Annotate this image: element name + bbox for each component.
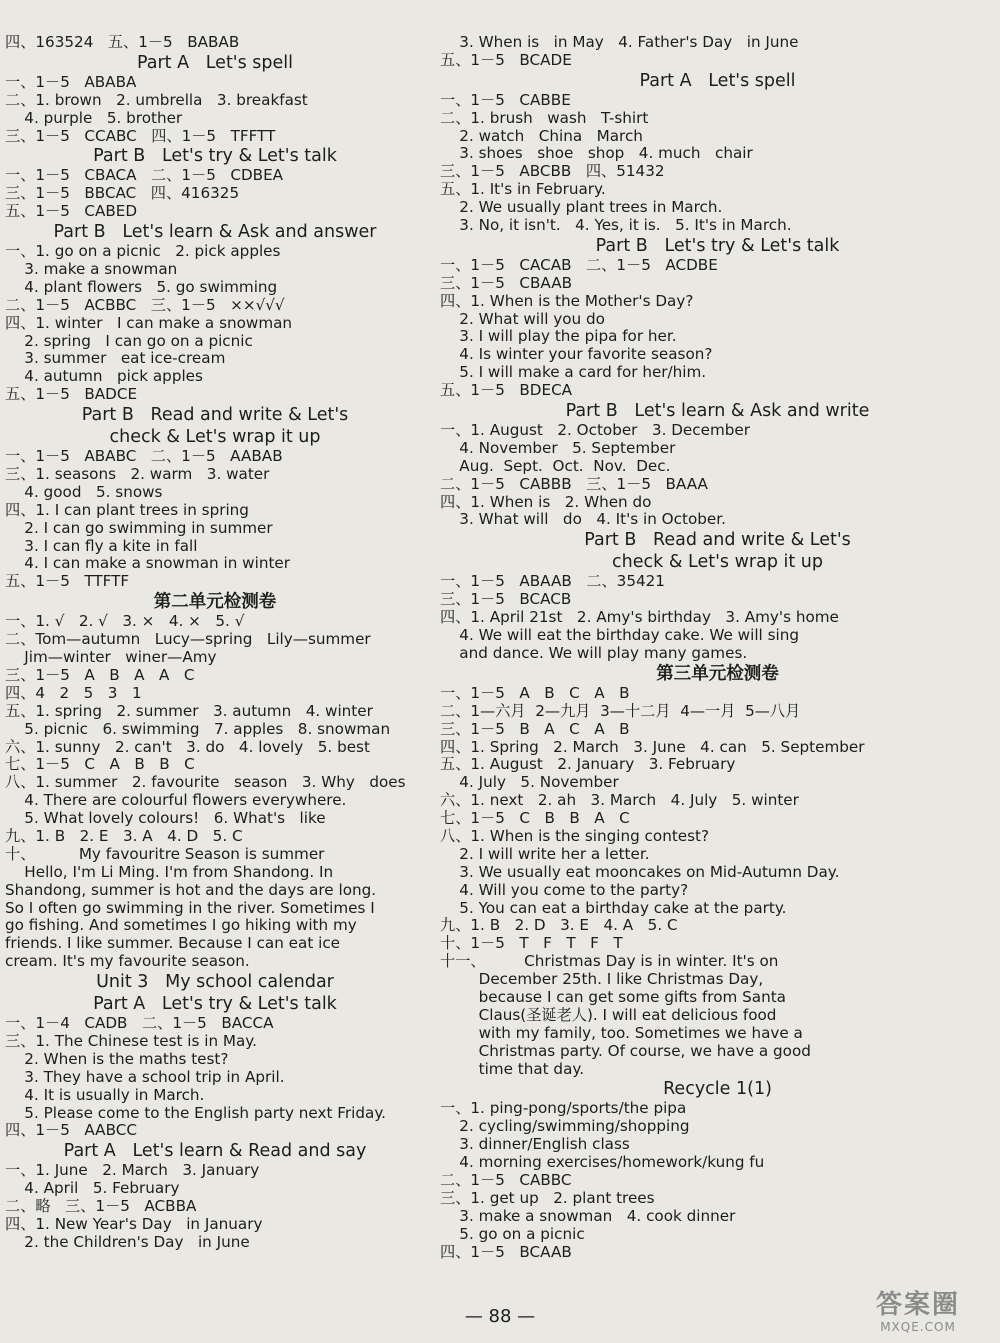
section-heading: Part A Let's spell	[639, 70, 796, 91]
answer-line: 三、1. get up 2. plant trees	[440, 1189, 655, 1207]
answer-line: 3. make a snowman 4. cook dinner	[440, 1207, 736, 1225]
answer-line: 四、1－5 BCAAB	[440, 1243, 572, 1261]
answer-line: 三、1－5 A B A A C	[5, 666, 195, 684]
answer-line: 二、1—六月 2—九月 3—十二月 4—一月 5—八月	[440, 702, 801, 720]
answer-line: 二、1－5 CABBB 三、1－5 BAAA	[440, 475, 708, 493]
answer-line: 三、1－5 ABCBB 四、51432	[440, 163, 665, 181]
answer-line: 一、1－5 ABABC 二、1－5 AABAB	[5, 448, 283, 466]
answer-line: 六、1. next 2. ah 3. March 4. July 5. winter	[440, 792, 799, 810]
answer-line: 七、1－5 C A B B C	[5, 756, 195, 774]
answer-line: 2. When is the maths test?	[5, 1050, 229, 1068]
answer-line: 四、1. I can plant trees in spring	[5, 501, 249, 519]
answer-line: Jim—winter winer—Amy	[5, 649, 217, 667]
answer-line: 一、1－5 CABBE	[440, 91, 571, 109]
answer-line: 4. April 5. February	[5, 1180, 180, 1198]
section-heading: 第二单元检测卷	[153, 592, 277, 613]
answer-line: 一、1. ping-pong/sports/the pipa	[440, 1100, 687, 1118]
answer-line: 3. They have a school trip in April.	[5, 1068, 285, 1086]
answer-line: 3. make a snowman	[5, 261, 178, 279]
answer-line: Aug. Sept. Oct. Nov. Dec.	[440, 457, 671, 475]
answer-line: 二、略 三、1－5 ACBBA	[5, 1198, 197, 1216]
answer-line: 2. We usually plant trees in March.	[440, 199, 723, 217]
answer-line: 3. I can fly a kite in fall	[5, 537, 198, 555]
answer-line: 2. cycling/swimming/shopping	[440, 1118, 690, 1136]
answer-line: Christmas party. Of course, we have a good	[440, 1042, 811, 1060]
answer-line: 4. I can make a snowman in winter	[5, 555, 290, 573]
answer-line: 5. You can eat a birthday cake at the party.	[440, 899, 787, 917]
answer-line: 5. What lovely colours! 6. What's like	[5, 810, 326, 828]
answer-line: 4. It is usually in March.	[5, 1086, 205, 1104]
answer-line: friends. I like summer. Because I can eat ice	[5, 935, 341, 953]
answer-line: because I can get some gifts from Santa	[440, 988, 786, 1006]
answer-line: 四、1－5 AABCC	[5, 1122, 137, 1140]
answer-line: 一、1. go on a picnic 2. pick apples	[5, 243, 281, 261]
answer-line: 九、1. B 2. E 3. A 4. D 5. C	[5, 827, 243, 845]
section-heading: Part A Let's try & Let's talk	[93, 994, 337, 1015]
answer-line: 五、1－5 BADCE	[5, 386, 138, 404]
answer-line: 四、1. winter I can make a snowman	[5, 314, 293, 332]
answer-line: 3. No, it isn't. 4. Yes, it is. 5. It's in March.	[440, 217, 792, 235]
section-heading: Part A Let's spell	[136, 52, 294, 73]
answer-line: 四、1. New Year's Day in January	[5, 1215, 263, 1233]
answer-line: 三、1－5 BBCAC 四、416325	[5, 185, 240, 203]
answer-line: 四、1. April 21st 2. Amy's birthday 3. Amy's home	[440, 609, 839, 627]
answer-line: 三、1－5 BCACB	[440, 591, 572, 609]
answer-line: 五、1. August 2. January 3. February	[440, 756, 736, 774]
answer-line: 二、Tom—autumn Lucy—spring Lily—summer	[5, 631, 371, 649]
answer-line: 二、1. brown 2. umbrella 3. breakfast	[5, 91, 308, 109]
answer-line: 4. purple 5. brother	[5, 109, 183, 127]
answer-line: 三、1－5 CBAAB	[440, 274, 573, 292]
answer-line: 一、1. August 2. October 3. December	[440, 422, 750, 440]
answer-line: 一、1－5 ABABA	[5, 73, 137, 91]
answer-line: 五、1－5 BCADE	[440, 51, 572, 69]
answer-line: 5. picnic 6. swimming 7. apples 8. snowman	[5, 720, 391, 738]
answer-line: 4. autumn pick apples	[5, 368, 203, 386]
answer-line: 2. I can go swimming in summer	[5, 519, 273, 537]
section-heading: Unit 3 My school calendar	[96, 972, 334, 993]
answer-line: 五、1. It's in February.	[440, 181, 606, 199]
answer-line: 一、1－5 CACAB 二、1－5 ACDBE	[440, 256, 718, 274]
answer-line: 3. When is in May 4. Father's Day in June	[440, 34, 799, 51]
answer-line: 四、1. When is 2. When do	[440, 493, 652, 511]
section-heading: Part B Let's learn & Ask and answer	[53, 222, 377, 243]
answer-line: 七、1－5 C B B A C	[440, 810, 630, 828]
answer-line: Shandong, summer is hot and the days are long.	[5, 881, 377, 899]
answer-line: 九、1. B 2. D 3. E 4. A 5. C	[440, 917, 678, 935]
answer-line: 五、1－5 TTFTF	[5, 573, 130, 591]
answer-line: 3. We usually eat mooncakes on Mid-Autumn Day.	[440, 863, 840, 881]
answer-line: 二、1－5 ACBBC 三、1－5 ××√√√	[5, 296, 285, 314]
answer-line: 4. good 5. snows	[5, 483, 163, 501]
answer-line: 四、163524 五、1－5 BABAB	[5, 34, 240, 51]
answer-line: 三、1. seasons 2. warm 3. water	[5, 466, 270, 484]
answer-line: 十、1－5 T F T F T	[440, 935, 623, 953]
answer-line: 5. go on a picnic	[440, 1225, 585, 1243]
answer-line: 4. November 5. September	[440, 439, 676, 457]
answer-line: 2. spring I can go on a picnic	[5, 332, 253, 350]
answer-line: So I often go swimming in the river. Sometimes I	[5, 899, 375, 917]
section-heading: Part B Let's try & Let's talk	[93, 146, 337, 167]
answer-line: 3. What will do 4. It's in October.	[440, 511, 726, 529]
answer-line: 三、1－5 B A C A B	[440, 720, 630, 738]
answer-line: 四、1. Spring 2. March 3. June 4. can 5. September	[440, 738, 865, 756]
answer-line: with my family, too. Sometimes we have a	[440, 1024, 803, 1042]
right-answer-column	[440, 34, 995, 1261]
answer-line: 一、1. June 2. March 3. January	[5, 1162, 260, 1180]
section-heading: Part B Read and write & Let's	[584, 530, 851, 551]
page-number: — 88 —	[464, 1306, 536, 1327]
answer-line: 3. summer eat ice-cream	[5, 350, 226, 368]
answer-line: 一、1－5 CBACA 二、1－5 CDBEA	[5, 167, 284, 185]
answer-line: December 25th. I like Christmas Day,	[440, 971, 764, 989]
answer-line: 一、1－5 A B C A B	[440, 684, 630, 702]
answer-line: 5. Please come to the English party next Friday.	[5, 1104, 386, 1122]
section-heading: check & Let's wrap it up	[109, 427, 321, 448]
answer-line: cream. It's my favourite season.	[5, 953, 250, 971]
answer-line: 4. Will you come to the party?	[440, 881, 689, 899]
answer-line: 八、1. summer 2. favourite season 3. Why does	[5, 774, 406, 792]
answer-line: Claus(圣诞老人). I will eat delicious food	[440, 1006, 777, 1024]
section-heading: check & Let's wrap it up	[612, 552, 823, 573]
answer-line: 五、1. spring 2. summer 3. autumn 4. winter	[5, 702, 373, 720]
section-heading: Part B Let's learn & Ask and write	[565, 401, 870, 422]
watermark-main-text: 答案圈	[875, 1290, 960, 1320]
answer-line: and dance. We will play many games.	[440, 644, 748, 662]
answer-line: 十、 My favouritre Season is summer	[5, 845, 325, 863]
answer-line: 3. shoes shoe shop 4. much chair	[440, 145, 753, 163]
answer-line: 2. watch China March	[440, 127, 643, 145]
answer-line: 4. There are colourful flowers everywhere.	[5, 792, 347, 810]
answer-line: 八、1. When is the singing contest?	[440, 827, 710, 845]
answer-line: 3. dinner/English class	[440, 1136, 630, 1154]
answer-line: 4. We will eat the birthday cake. We will sing	[440, 627, 799, 645]
answer-line: 四、1. When is the Mother's Day?	[440, 292, 694, 310]
answer-line: go fishing. And sometimes I go hiking with my	[5, 917, 357, 935]
answer-line: 一、1. √ 2. √ 3. × 4. × 5. √	[5, 613, 245, 631]
section-heading: Part A Let's learn & Read and say	[63, 1141, 367, 1162]
watermark-site-text: MXQE.COM	[880, 1320, 956, 1334]
answer-line: 5. I will make a card for her/him.	[440, 364, 707, 382]
section-heading: Recycle 1(1)	[663, 1079, 772, 1100]
section-heading: Part B Read and write & Let's	[81, 405, 349, 426]
answer-line: 一、1－5 ABAAB 二、35421	[440, 573, 665, 591]
answer-line: 4. plant flowers 5. go swimming	[5, 278, 278, 296]
answer-line: 4. morning exercises/homework/kung fu	[440, 1154, 765, 1172]
section-heading: Part B Let's try & Let's talk	[595, 235, 840, 256]
answer-line: 五、1－5 CABED	[5, 203, 138, 221]
section-heading: 第三单元检测卷	[656, 663, 779, 684]
answer-line: 4. July 5. November	[440, 774, 619, 792]
answer-line: 2. What will you do	[440, 310, 605, 328]
left-answer-column	[5, 34, 425, 1252]
answer-line: 3. I will play the pipa for her.	[440, 328, 677, 346]
answer-line: 十一、 Christmas Day is in winter. It's on	[440, 953, 779, 971]
answer-line: 二、1－5 CABBC	[440, 1171, 572, 1189]
answer-line: time that day.	[440, 1060, 585, 1078]
answer-line: 4. Is winter your favorite season?	[440, 346, 713, 364]
answer-line: 2. the Children's Day in June	[5, 1233, 250, 1251]
watermark-logo	[838, 1290, 998, 1342]
answer-line: 一、1－4 CADB 二、1－5 BACCA	[5, 1015, 274, 1033]
answer-line: 六、1. sunny 2. can't 3. do 4. lovely 5. best	[5, 738, 370, 756]
answer-line: 2. I will write her a letter.	[440, 845, 650, 863]
answer-line: 五、1－5 BDECA	[440, 382, 573, 400]
answer-line: 三、1－5 CCABC 四、1－5 TFFTT	[5, 127, 276, 145]
answer-line: 三、1. The Chinese test is in May.	[5, 1032, 257, 1050]
answer-line: 二、1. brush wash T-shirt	[440, 109, 649, 127]
answer-line: 四、4 2 5 3 1	[5, 684, 142, 702]
answer-line: Hello, I'm Li Ming. I'm from Shandong. In	[5, 863, 334, 881]
